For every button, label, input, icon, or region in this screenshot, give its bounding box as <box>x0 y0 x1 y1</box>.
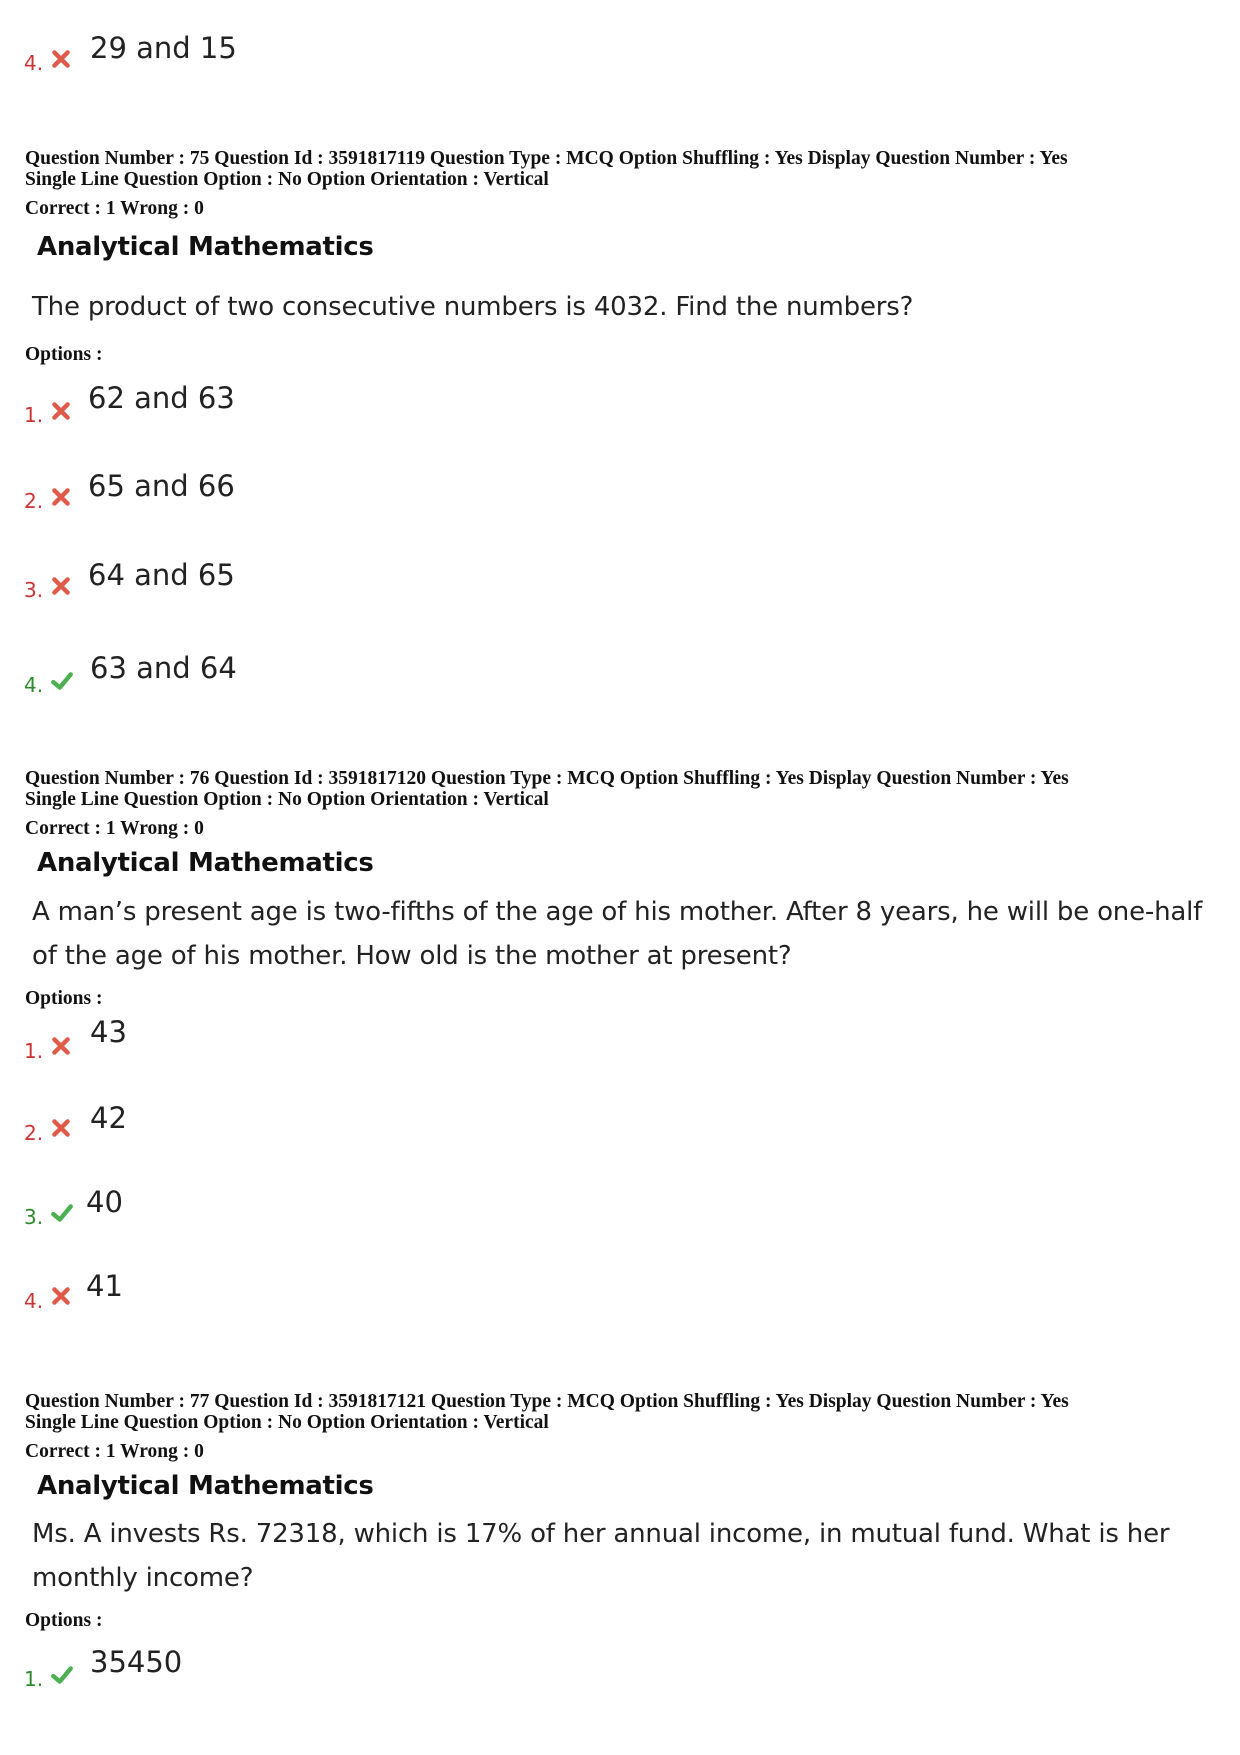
question-meta-options: Single Line Question Option : No Option Orientation : Vertical <box>25 1412 549 1433</box>
question-marks: Correct : 1 Wrong : 0 <box>25 818 204 839</box>
question-text: Ms. A invests Rs. 72318, which is 17% of her annual income, in mutual fund. What is her monthly income? <box>32 1519 1170 1593</box>
question-marks: Correct : 1 Wrong : 0 <box>25 198 204 219</box>
option-text: 62 and 63 <box>88 381 235 415</box>
question-meta-options: Single Line Question Option : No Option Orientation : Vertical <box>25 789 549 810</box>
option-number: 4. <box>24 1289 44 1313</box>
cross-icon <box>50 1035 72 1057</box>
options-label: Options : <box>25 1610 103 1631</box>
options-label: Options : <box>25 988 103 1009</box>
option-number: 2. <box>24 1121 44 1145</box>
option-text: 42 <box>90 1101 127 1135</box>
check-icon <box>50 1202 74 1224</box>
option-text: 63 and 64 <box>90 651 237 685</box>
option-text: 29 and 15 <box>90 31 237 65</box>
option-number: 2. <box>24 489 44 513</box>
question-meta: Question Number : 77 Question Id : 3591817121 Question Type : MCQ Option Shuffling : Yes Display Question Number : Yes <box>25 1391 1069 1412</box>
cross-icon <box>50 1285 72 1307</box>
option-text: 41 <box>86 1269 123 1303</box>
option-text: 65 and 66 <box>88 469 235 503</box>
question-meta-options: Single Line Question Option : No Option Orientation : Vertical <box>25 169 549 190</box>
question-text: The product of two consecutive numbers is 4032. Find the numbers? <box>32 292 914 322</box>
question-meta: Question Number : 75 Question Id : 3591817119 Question Type : MCQ Option Shuffling : Yes Display Question Number : Yes <box>25 148 1068 169</box>
option-text: 64 and 65 <box>88 558 235 592</box>
question-marks: Correct : 1 Wrong : 0 <box>25 1441 204 1462</box>
check-icon <box>50 670 74 692</box>
question-subject: Analytical Mathematics <box>37 232 374 262</box>
option-number: 3. <box>24 1205 44 1229</box>
cross-icon <box>50 1117 72 1139</box>
question-subject: Analytical Mathematics <box>37 1471 374 1501</box>
option-text: 43 <box>90 1015 127 1049</box>
cross-icon <box>50 400 72 422</box>
option-text: 35450 <box>90 1645 183 1679</box>
cross-icon <box>50 48 72 70</box>
option-number: 1. <box>24 403 44 427</box>
options-label: Options : <box>25 344 103 365</box>
option-number: 4. <box>24 51 44 75</box>
cross-icon <box>50 486 72 508</box>
cross-icon <box>50 575 72 597</box>
option-number: 4. <box>24 673 44 697</box>
question-meta: Question Number : 76 Question Id : 3591817120 Question Type : MCQ Option Shuffling : Yes Display Question Number : Yes <box>25 768 1069 789</box>
option-number: 1. <box>24 1667 44 1691</box>
question-text: A man’s present age is two-fifths of the age of his mother. After 8 years, he will be one-half of the age of his mother. How old is the mother at present? <box>32 897 1203 971</box>
option-number: 1. <box>24 1039 44 1063</box>
check-icon <box>50 1664 74 1686</box>
question-subject: Analytical Mathematics <box>37 848 374 878</box>
option-number: 3. <box>24 578 44 602</box>
option-text: 40 <box>86 1185 123 1219</box>
